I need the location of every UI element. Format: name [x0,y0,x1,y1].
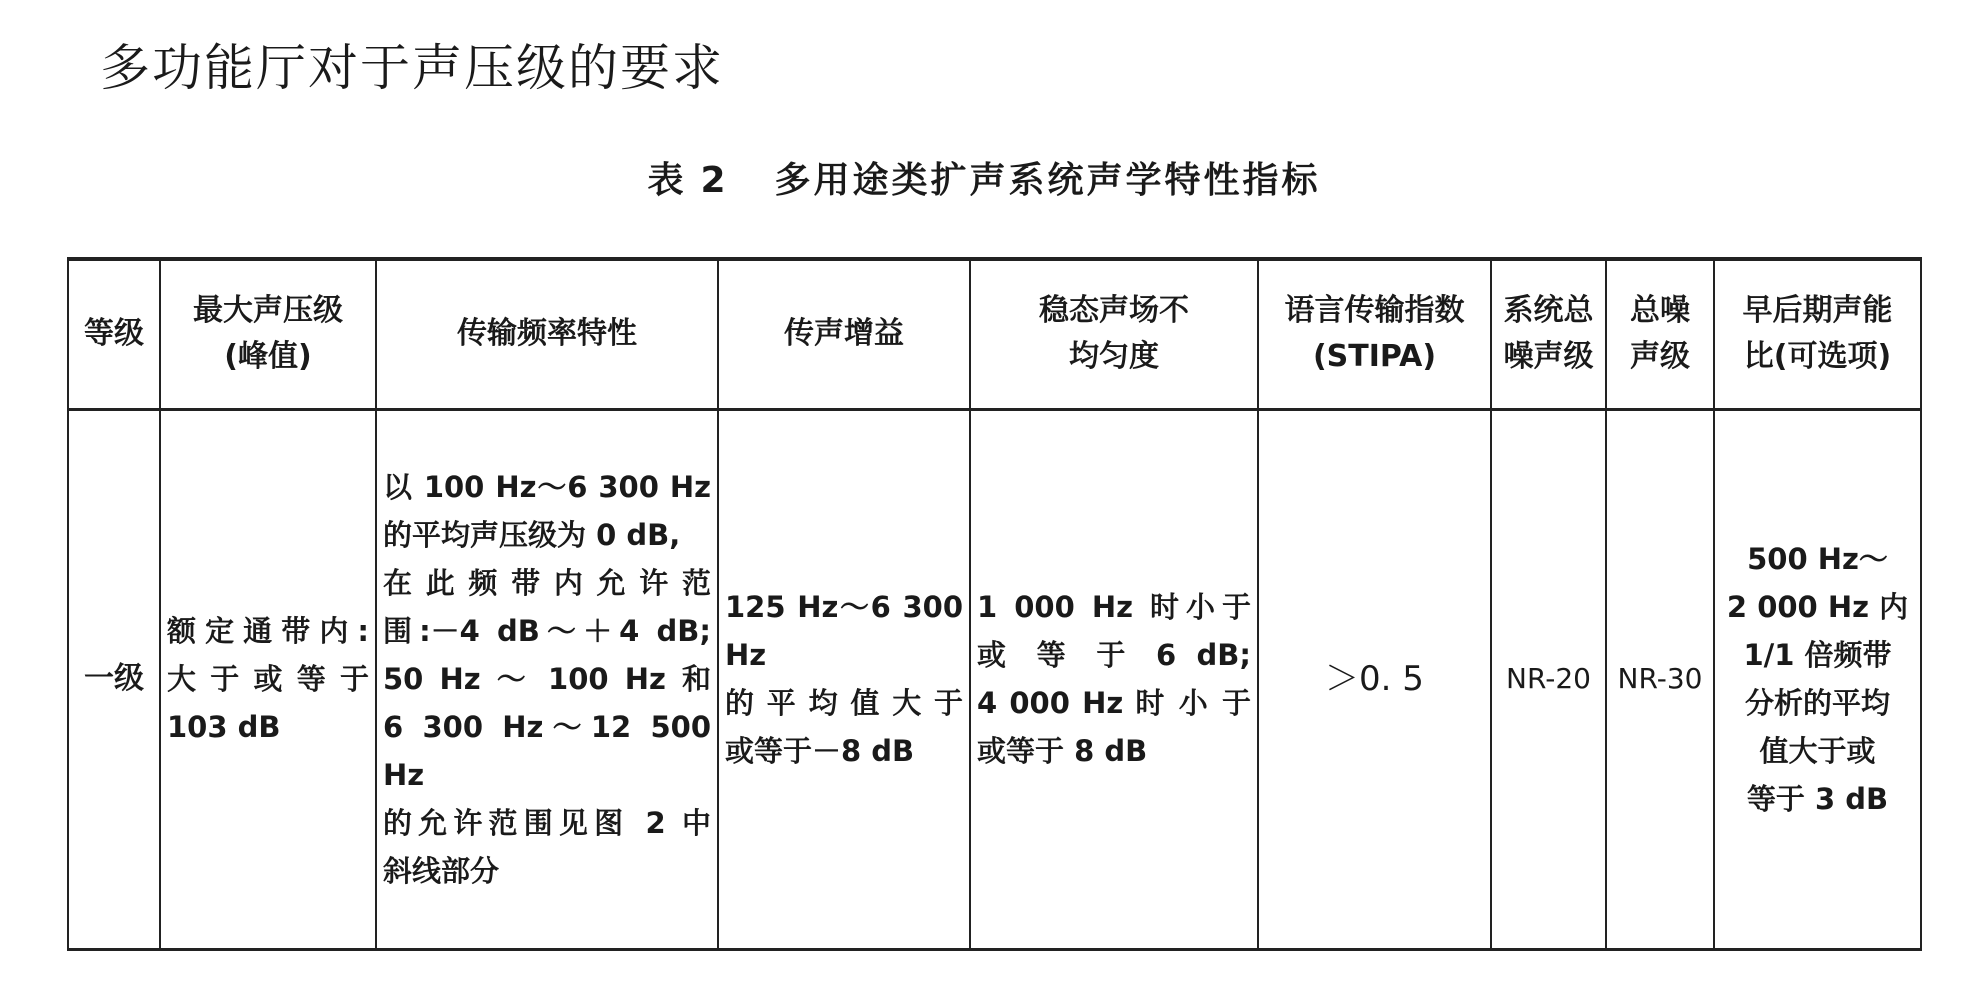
header-row [68,259,1921,409]
cell-freq-response: 以 100 Hz～6 300 Hz 的平均声压级为 0 dB, 在此频带内允许范 围:－4 dB～＋4 dB; 50 Hz ～ 100 Hz 和 6 300 Hz～12 500 Hz 的允许范围见图 2 中 斜线部分 [376,409,718,949]
cell-system-noise: NR-20 [1491,409,1606,949]
header-freq-response: 传输频率特性 [376,259,718,409]
table-row [68,409,1921,949]
page-title: 多功能厅对于声压级的要求 [100,39,724,97]
caption-text: 多用途类扩声系统声学特性指标 [774,160,1321,201]
header-max-spl: 最大声压级 (峰值) [160,259,376,409]
acoustic-spec-table [67,257,1922,951]
cell-max-spl: 额定通带内: 大于或等于 103 dB [160,409,376,949]
header-clarity: 早后期声能 比(可选项) [1714,259,1921,409]
header-uniformity: 稳态声场不 均匀度 [970,259,1258,409]
header-gain: 传声增益 [718,259,970,409]
cell-total-noise: NR-30 [1606,409,1714,949]
header-stipa: 语言传输指数 (STIPA) [1258,259,1491,409]
header-total-noise: 总噪 声级 [1606,259,1714,409]
cell-gain: 125 Hz～6 300 Hz 的平均值大于 或等于－8 dB [718,409,970,949]
header-system-noise: 系统总 噪声级 [1491,259,1606,409]
cell-uniformity: 1 000 Hz 时小于 或 等 于 6 dB; 4 000 Hz 时 小 于 或等于 8 dB [970,409,1258,949]
header-grade: 等级 [68,259,160,409]
caption-label: 表 [647,160,687,201]
table-caption [0,152,1968,203]
cell-stipa: ＞0. 5 [1258,409,1491,949]
cell-clarity: 500 Hz～ 2 000 Hz 内 1/1 倍频带 分析的平均 值大于或 等于 3 dB [1714,409,1921,949]
cell-grade: 一级 [68,409,160,949]
caption-number: 2 [700,160,729,201]
